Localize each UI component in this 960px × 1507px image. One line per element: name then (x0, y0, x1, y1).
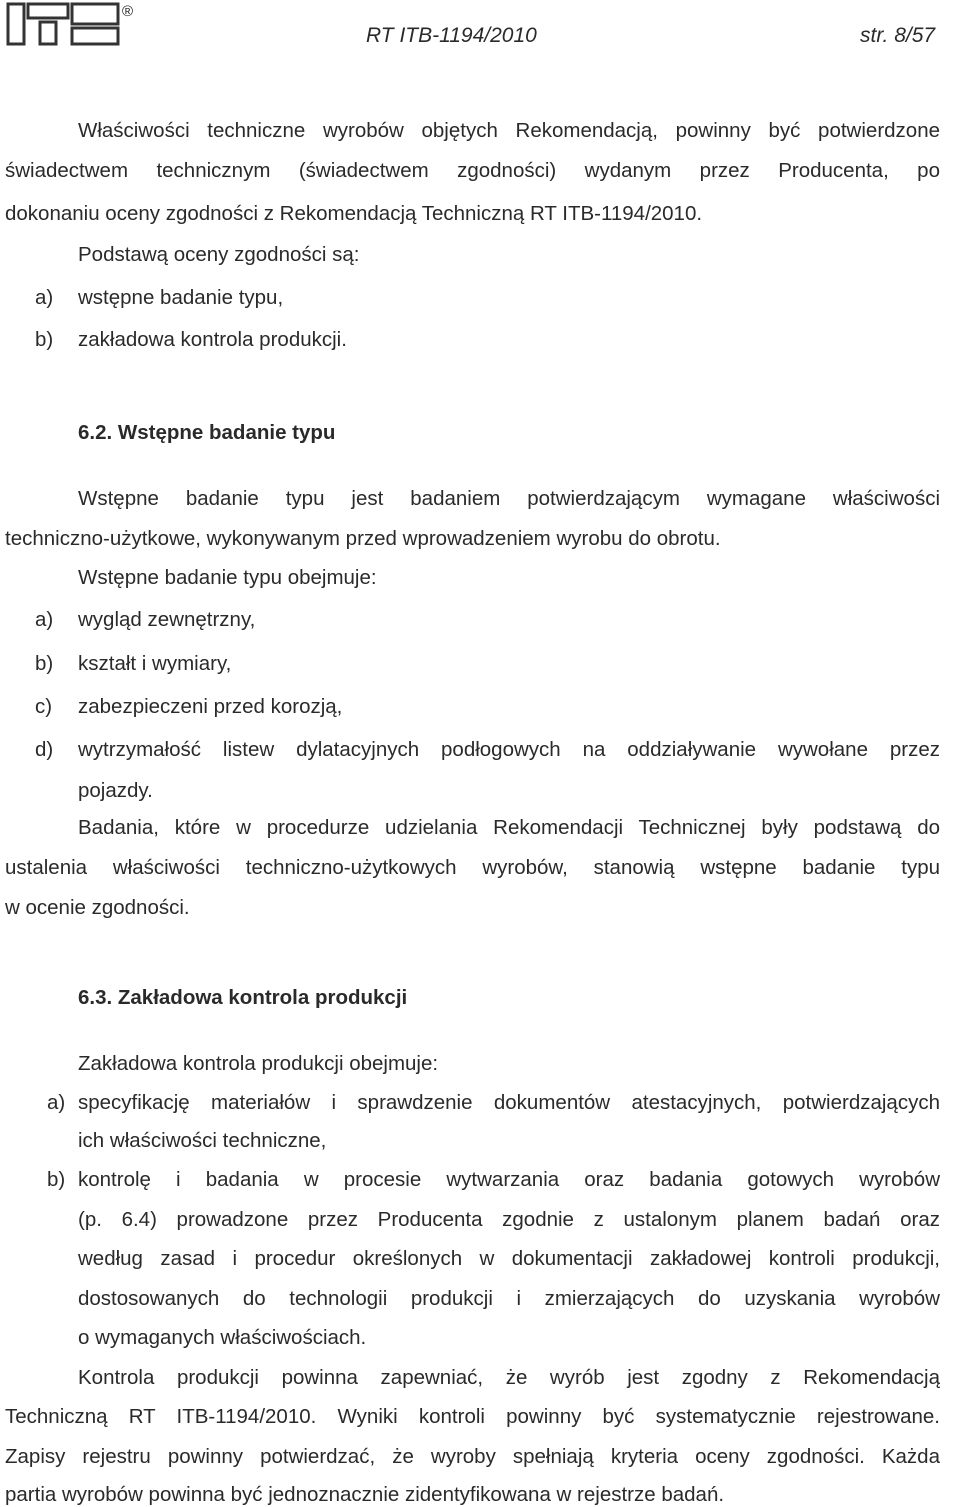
list-item: zakładowa kontrola produkcji. (78, 328, 347, 351)
list-item: o wymaganych właściwościach. (78, 1326, 367, 1349)
list-marker: a) (35, 608, 54, 631)
section-heading-6-2: 6.2. Wstępne badanie typu (78, 421, 336, 444)
list-item: wygląd zewnętrzny, (78, 608, 256, 631)
list-item: zabezpieczeni przed korozją, (78, 695, 343, 718)
list-item: kontrolę i badania w procesie wytwarzania oraz badania gotowych wyrobów (78, 1168, 940, 1191)
list-item: (p. 6.4) prowadzone przez Producenta zgodnie z ustalonym planem badań oraz (78, 1208, 940, 1231)
list-item: wytrzymałość listew dylatacyjnych podłogowych na oddziaływanie wywołane przez (78, 738, 940, 761)
para-line: Badania, które w procedurze udzielania Rekomendacji Technicznej były podstawą do (78, 816, 940, 839)
list-marker: a) (35, 286, 54, 309)
list-marker: a) (47, 1091, 66, 1114)
list-marker: b) (47, 1168, 66, 1191)
type-test-includes-label: Wstępne badanie typu obejmuje: (78, 566, 377, 589)
itb-logo (6, 0, 136, 48)
list-marker: b) (35, 328, 54, 351)
para-line: w ocenie zgodności. (5, 896, 190, 919)
list-item: dostosowanych do technologii produkcji i zmierzających do uzyskania wyrobów (78, 1287, 940, 1310)
list-item: ich właściwości techniczne, (78, 1129, 327, 1152)
intro-line-2: świadectwem technicznym (świadectwem zgodności) wydanym przez Producenta, po (5, 159, 940, 182)
para-line: Zapisy rejestru powinny potwierdzać, że wyroby spełniają kryteria oceny zgodności. Każda (5, 1445, 940, 1468)
list-marker: c) (35, 695, 53, 718)
para-line: partia wyrobów powinna być jednoznacznie zidentyfikowana w rejestrze badań. (5, 1483, 725, 1506)
list-item: według zasad i procedur określonych w dokumentacji zakładowej kontroli produkcji, (78, 1247, 940, 1270)
para-line: techniczno-użytkowe, wykonywanym przed wprowadzeniem wyrobu do obrotu. (5, 527, 721, 550)
para-line: Techniczną RT ITB-1194/2010. Wyniki kontroli powinny być systematycznie rejestrowane. (5, 1405, 940, 1428)
section-heading-6-3: 6.3. Zakładowa kontrola produkcji (78, 986, 408, 1009)
list-item: specyfikację materiałów i sprawdzenie dokumentów atestacyjnych, potwierdzających (78, 1091, 940, 1114)
para-line: Kontrola produkcji powinna zapewniać, że wyrób jest zgodny z Rekomendacją (78, 1366, 940, 1389)
list-item-continuation: pojazdy. (78, 779, 153, 802)
list-item: kształt i wymiary, (78, 652, 232, 675)
registered-mark: ® (122, 3, 134, 20)
list-marker: d) (35, 738, 54, 761)
fpc-includes-label: Zakładowa kontrola produkcji obejmuje: (78, 1052, 439, 1075)
conformity-basis-label: Podstawą oceny zgodności są: (78, 243, 360, 266)
document-code: RT ITB-1194/2010 (366, 24, 537, 47)
list-marker: b) (35, 652, 54, 675)
page-number: str. 8/57 (860, 24, 936, 47)
para-line: ustalenia właściwości techniczno-użytkowych wyrobów, stanowią wstępne badanie typu (5, 856, 940, 879)
para-line: Wstępne badanie typu jest badaniem potwierdzającym wymagane właściwości (78, 487, 940, 510)
intro-line-1: Właściwości techniczne wyrobów objętych Rekomendacją, powinny być potwierdzone (78, 119, 940, 142)
intro-line-3: dokonaniu oceny zgodności z Rekomendacją Techniczną RT ITB-1194/2010. (5, 202, 703, 225)
list-item: wstępne badanie typu, (78, 286, 284, 309)
